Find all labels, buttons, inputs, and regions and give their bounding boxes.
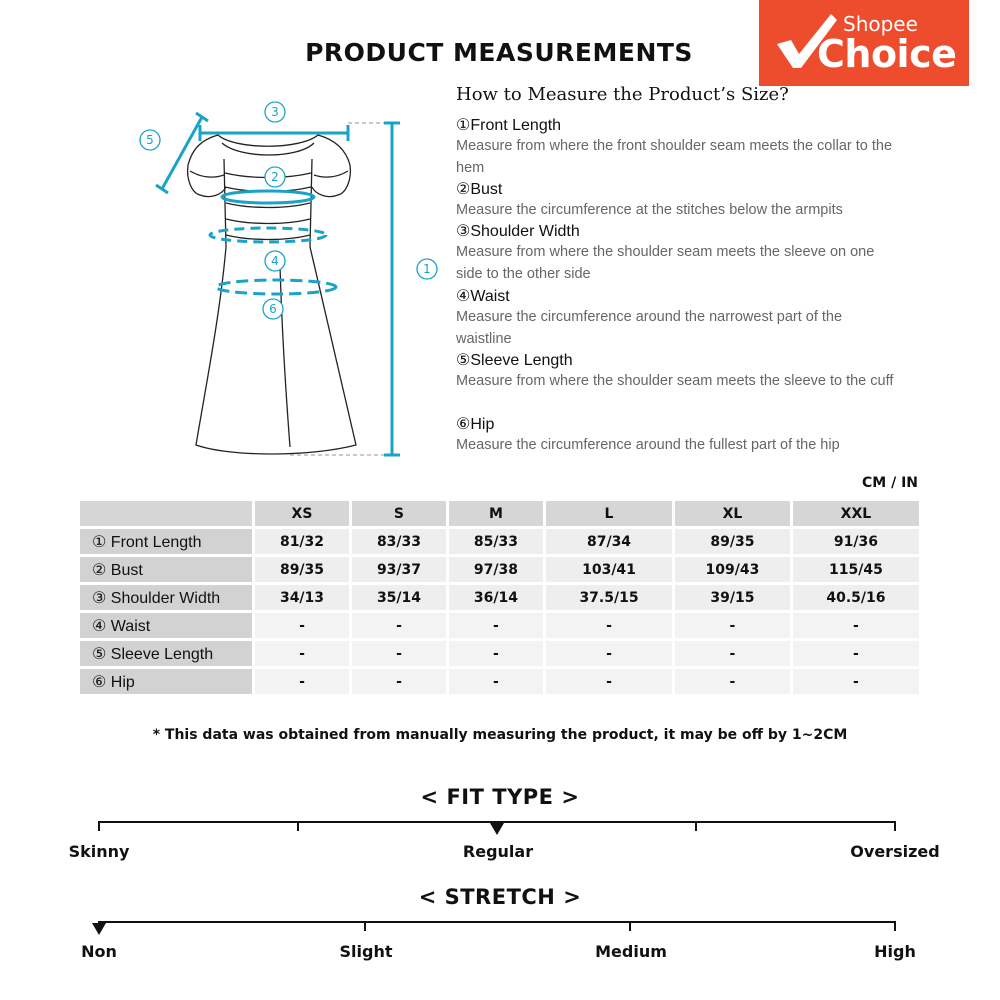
table-cell: -: [255, 613, 349, 638]
table-cell: -: [449, 613, 543, 638]
table-cell: -: [449, 641, 543, 666]
table-cell: 89/35: [675, 529, 790, 554]
guide-desc: Measure from where the front shoulder seam meets the collar to the hem: [456, 138, 893, 176]
size-header: L: [546, 501, 672, 526]
guide-label: ①Front Length: [456, 117, 562, 134]
scale-tick: [364, 921, 366, 931]
scale-tick: [297, 821, 299, 831]
table-cell: 35/14: [352, 585, 446, 610]
guide-item-hip: [456, 415, 896, 457]
guide-item-shoulder-width: [456, 222, 896, 285]
table-cell: -: [449, 669, 543, 694]
unit-label: CM / IN: [862, 475, 918, 491]
marker-shoulder: 3: [271, 105, 279, 119]
table-cell: 115/45: [793, 557, 919, 582]
table-cell: -: [352, 641, 446, 666]
size-header: M: [449, 501, 543, 526]
row-label: ③ Shoulder Width: [80, 585, 252, 610]
guide-item-front-length: [456, 116, 896, 179]
guide-desc: Measure the circumference at the stitches below the armpits: [456, 202, 843, 218]
marker-bust: 2: [271, 170, 279, 184]
stretch-label: Medium: [595, 942, 667, 961]
marker-waist: 4: [271, 254, 279, 268]
table-cell: -: [546, 669, 672, 694]
guide-desc: Measure the circumference around the narrowest part of the waistline: [456, 309, 843, 347]
stretch-label: High: [874, 942, 916, 961]
table-cell: 103/41: [546, 557, 672, 582]
guide-desc: Measure from where the shoulder seam meets the sleeve to the cuff: [456, 373, 894, 389]
table-cell: 93/37: [352, 557, 446, 582]
fit-type-label: Oversized: [850, 842, 940, 861]
table-cell: -: [793, 669, 919, 694]
table-cell: 91/36: [793, 529, 919, 554]
table-cell: -: [255, 669, 349, 694]
dress-diagram: [130, 95, 420, 465]
size-header: S: [352, 501, 446, 526]
fit-type-marker: [490, 823, 504, 835]
table-cell: -: [675, 641, 790, 666]
guide-label: ⑥Hip: [456, 416, 495, 433]
table-cell: -: [352, 613, 446, 638]
table-row: [80, 585, 919, 610]
table-cell: -: [793, 613, 919, 638]
table-cell: 39/15: [675, 585, 790, 610]
table-cell: 109/43: [675, 557, 790, 582]
stretch-marker: [92, 923, 106, 935]
shopee-choice-badge: [759, 0, 969, 86]
scale-tick: [695, 821, 697, 831]
table-cell: 97/38: [449, 557, 543, 582]
table-cell: 34/13: [255, 585, 349, 610]
table-cell: -: [546, 641, 672, 666]
table-row: [80, 613, 919, 638]
table-row: [80, 557, 919, 582]
guide-label: ④Waist: [456, 288, 510, 305]
fit-type-title: < FIT TYPE >: [420, 785, 580, 809]
table-cell: 81/32: [255, 529, 349, 554]
svg-text:1: 1: [423, 262, 431, 276]
measurement-note: * This data was obtained from manually measuring the product, it may be off by 1~2CM: [152, 727, 848, 743]
table-cell: 85/33: [449, 529, 543, 554]
scale-tick: [894, 821, 896, 831]
size-table: [77, 498, 922, 697]
guide-desc: Measure from where the shoulder seam meets the sleeve on one side to the other side: [456, 244, 875, 282]
guide-label: ③Shoulder Width: [456, 223, 580, 240]
scale-tick: [894, 921, 896, 931]
size-header-row: [80, 501, 919, 526]
badge-line1: Shopee: [843, 12, 918, 36]
table-cell: -: [675, 669, 790, 694]
row-label: ⑤ Sleeve Length: [80, 641, 252, 666]
fit-type-label: Skinny: [68, 842, 130, 861]
table-row: [80, 529, 919, 554]
table-cell: 37.5/15: [546, 585, 672, 610]
stretch-scale: [98, 921, 896, 923]
guide-label: ②Bust: [456, 181, 503, 198]
table-row: [80, 641, 919, 666]
guide-item-sleeve-length: [456, 351, 896, 393]
guide-item-bust: [456, 180, 896, 222]
table-cell: -: [793, 641, 919, 666]
row-label: ④ Waist: [80, 613, 252, 638]
stretch-title: < STRETCH >: [418, 885, 582, 909]
size-header: XXL: [793, 501, 919, 526]
table-cell: 89/35: [255, 557, 349, 582]
table-cell: 40.5/16: [793, 585, 919, 610]
size-header: XL: [675, 501, 790, 526]
row-label: ① Front Length: [80, 529, 252, 554]
size-header: XS: [255, 501, 349, 526]
table-cell: -: [352, 669, 446, 694]
table-cell: 87/34: [546, 529, 672, 554]
guide-label: ⑤Sleeve Length: [456, 352, 573, 369]
marker-sleeve: 5: [146, 133, 154, 147]
marker-front-length: [415, 257, 439, 281]
row-label: ⑥ Hip: [80, 669, 252, 694]
how-to-heading: How to Measure the Product’s Size?: [456, 84, 789, 105]
scale-tick: [98, 821, 100, 831]
table-cell: -: [546, 613, 672, 638]
table-row: [80, 669, 919, 694]
marker-hip: 6: [269, 302, 277, 316]
table-cell: 83/33: [352, 529, 446, 554]
guide-item-waist: [456, 287, 896, 350]
scale-tick: [629, 921, 631, 931]
table-cell: -: [255, 641, 349, 666]
stretch-label: Slight: [339, 942, 393, 961]
fit-type-label: Regular: [462, 842, 534, 861]
stretch-label: Non: [81, 942, 117, 961]
row-label: ② Bust: [80, 557, 252, 582]
page-title: PRODUCT MEASUREMENTS: [305, 38, 693, 67]
table-corner: [80, 501, 252, 526]
table-cell: -: [675, 613, 790, 638]
table-cell: 36/14: [449, 585, 543, 610]
badge-line2: Choice: [817, 32, 957, 76]
guide-desc: Measure the circumference around the fullest part of the hip: [456, 437, 840, 453]
